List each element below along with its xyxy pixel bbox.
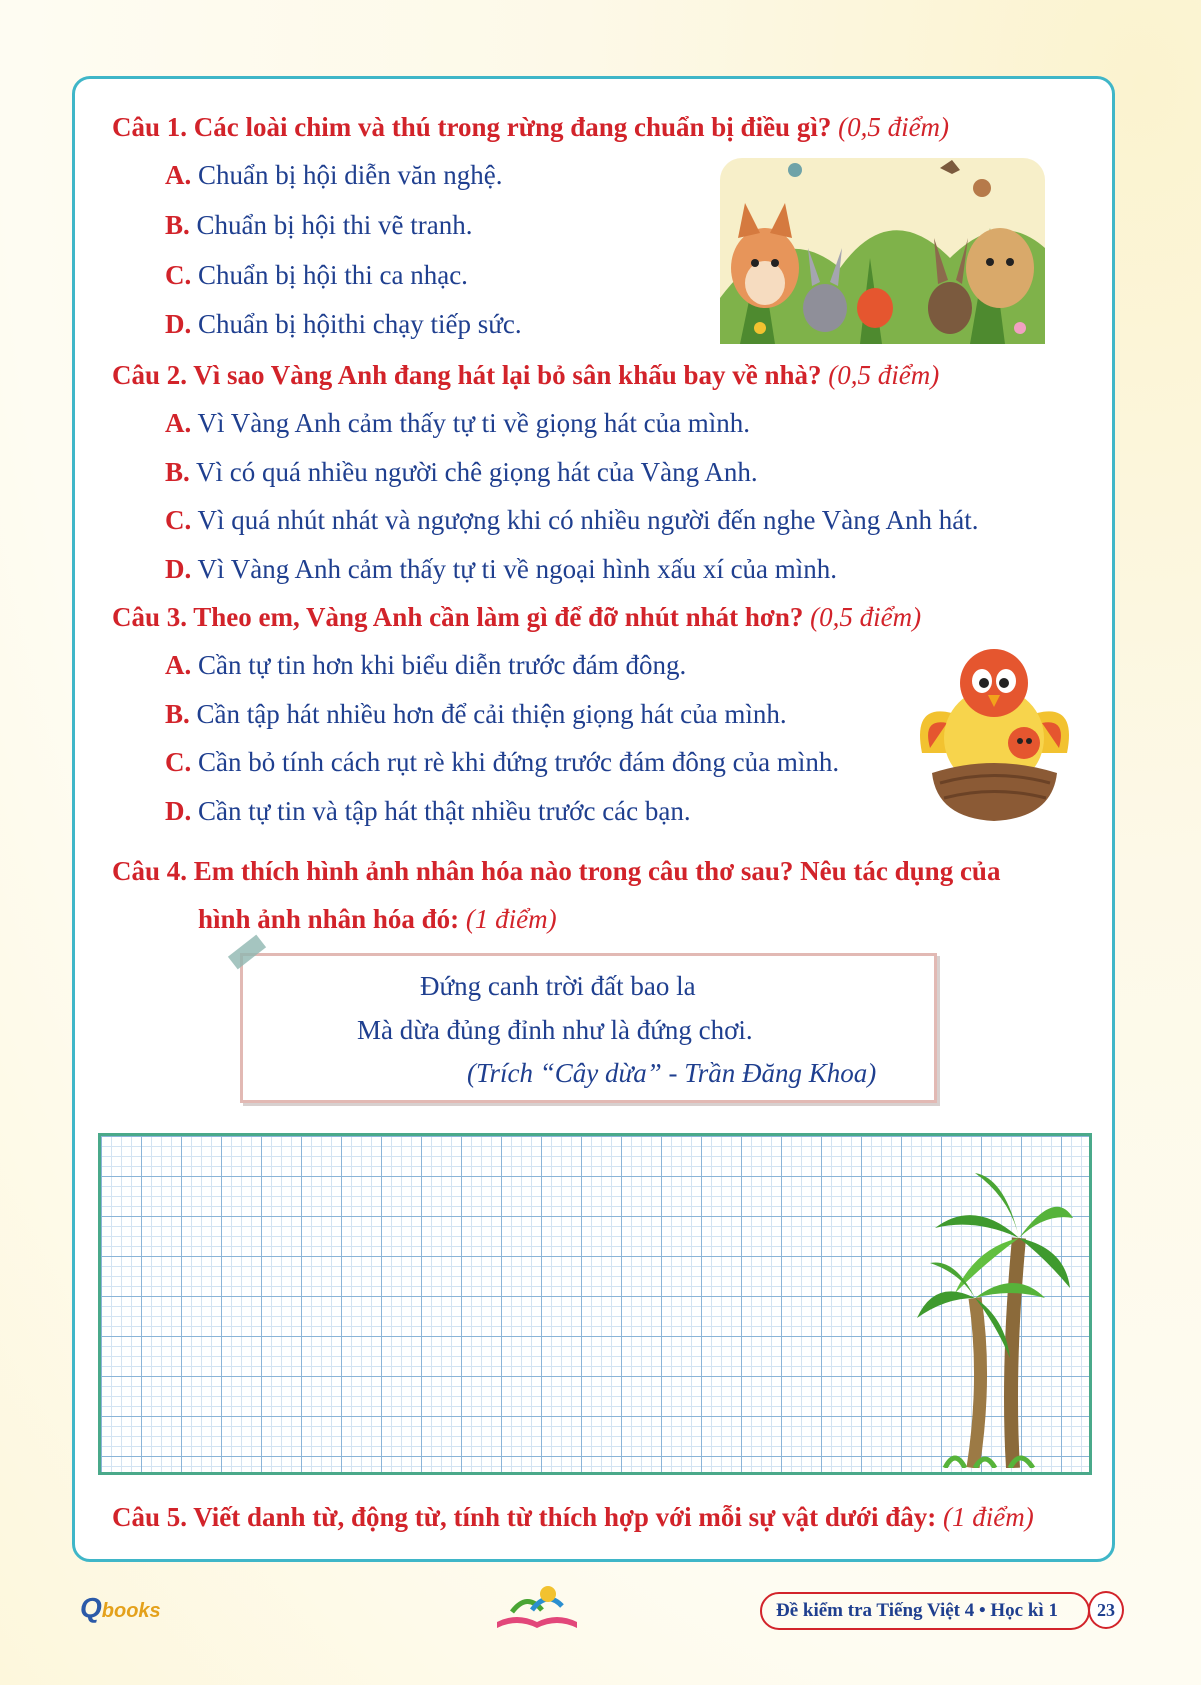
logo-q: Q	[80, 1592, 102, 1623]
option-letter: C.	[165, 505, 192, 535]
question-1-points: (0,5 điểm)	[838, 112, 950, 142]
question-2-option-d[interactable]	[165, 552, 837, 586]
question-3-points: (0,5 điểm)	[810, 602, 922, 632]
question-3-option-d[interactable]	[165, 794, 691, 828]
option-text: Chuẩn bị hộithi chạy tiếp sức.	[198, 309, 522, 339]
question-3	[112, 600, 921, 634]
question-1-option-b[interactable]	[165, 208, 472, 242]
question-2-option-c[interactable]	[165, 503, 978, 537]
question-4-title: Câu 4. Em thích hình ảnh nhân hóa nào trong câu thơ sau? Nêu tác dụng của	[112, 856, 1001, 886]
option-letter: A.	[165, 650, 192, 680]
option-letter: B.	[165, 210, 190, 240]
option-text: Vì quá nhút nhát và ngượng khi có nhiều người đến nghe Vàng Anh hát.	[197, 505, 979, 535]
poem-line-1: Đứng canh trời đất bao la	[420, 971, 696, 1001]
option-letter: D.	[165, 309, 192, 339]
question-3-title: Câu 3. Theo em, Vàng Anh cần làm gì để đỡ nhút nhát hơn?	[112, 602, 804, 632]
footer-book-title: Đề kiểm tra Tiếng Việt 4 • Học kì 1	[760, 1592, 1090, 1630]
option-text: Cần tự tin và tập hát thật nhiều trước các bạn.	[198, 796, 691, 826]
question-3-option-c[interactable]	[165, 745, 839, 779]
question-4-title-cont: hình ảnh nhân hóa đó:	[198, 904, 460, 934]
question-1-title: Câu 1. Các loài chim và thú trong rừng đang chuẩn bị điều gì?	[112, 112, 832, 142]
option-letter: B.	[165, 699, 190, 729]
question-2-option-b[interactable]	[165, 455, 758, 489]
question-1-option-a[interactable]	[165, 158, 502, 192]
palm-tree-illustration	[915, 1168, 1075, 1468]
poem-box	[240, 953, 937, 1103]
question-2	[112, 358, 939, 392]
question-5	[112, 1500, 1034, 1534]
question-2-title: Câu 2. Vì sao Vàng Anh đang hát lại bỏ sân khấu bay về nhà?	[112, 360, 822, 390]
question-4	[112, 847, 1000, 943]
qbooks-logo	[80, 1592, 161, 1624]
option-letter: A.	[165, 160, 192, 190]
question-2-points: (0,5 điểm)	[828, 360, 940, 390]
question-3-option-a[interactable]	[165, 648, 686, 682]
option-letter: C.	[165, 747, 192, 777]
question-3-option-b[interactable]	[165, 697, 787, 731]
logo-rest: books	[101, 1600, 161, 1622]
option-text: Chuẩn bị hội thi vẽ tranh.	[196, 210, 473, 240]
option-letter: C.	[165, 260, 192, 290]
option-text: Chuẩn bị hội thi ca nhạc.	[198, 260, 468, 290]
option-text: Cần tự tin hơn khi biểu diễn trước đám đông.	[198, 650, 687, 680]
question-5-points: (1 điểm)	[943, 1502, 1034, 1532]
option-letter: B.	[165, 457, 190, 487]
option-text: Vì Vàng Anh cảm thấy tự ti về ngoại hình xấu xí của mình.	[197, 554, 838, 584]
poem-line-2: Mà dừa đủng đỉnh như là đứng chơi.	[357, 1015, 753, 1045]
poem-source: (Trích “Cây dừa” - Trần Đăng Khoa)	[467, 1058, 877, 1088]
question-1-option-c[interactable]	[165, 258, 468, 292]
option-letter: D.	[165, 796, 192, 826]
question-5-title: Câu 5. Viết danh từ, động từ, tính từ thích hợp với mỗi sự vật dưới đây:	[112, 1502, 937, 1532]
question-4-points: (1 điểm)	[465, 904, 557, 934]
option-text: Cần bỏ tính cách rụt rè khi đứng trước đám đông của mình.	[198, 747, 840, 777]
option-text: Vì Vàng Anh cảm thấy tự ti về giọng hát của mình.	[197, 408, 751, 438]
forest-animals-illustration	[720, 158, 1045, 344]
question-1	[112, 110, 949, 144]
bird-nest-illustration	[912, 643, 1077, 823]
option-letter: D.	[165, 554, 192, 584]
option-text: Vì có quá nhiều người chê giọng hát của Vàng Anh.	[196, 457, 758, 487]
question-1-option-d[interactable]	[165, 307, 522, 341]
option-text: Chuẩn bị hội diễn văn nghệ.	[198, 160, 503, 190]
open-book-icon	[492, 1582, 582, 1634]
option-letter: A.	[165, 408, 192, 438]
page-number: 23	[1088, 1591, 1124, 1629]
question-2-option-a[interactable]	[165, 406, 750, 440]
option-text: Cần tập hát nhiều hơn để cải thiện giọng hát của mình.	[196, 699, 787, 729]
